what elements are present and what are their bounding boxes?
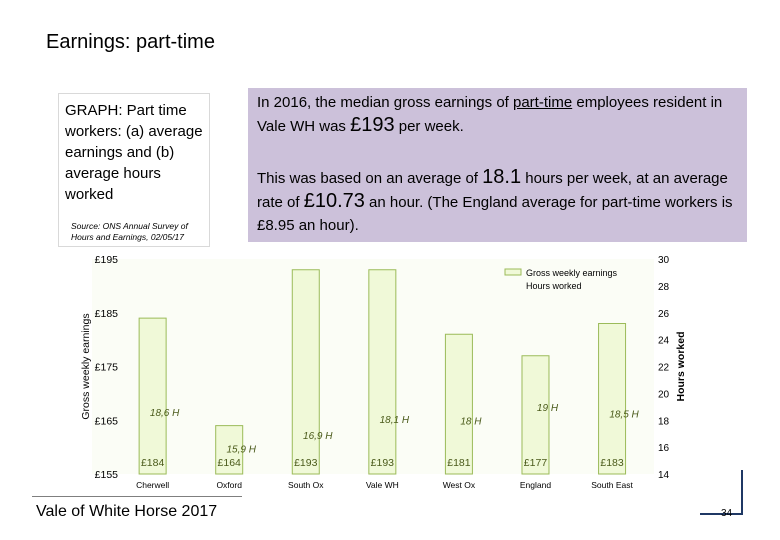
hours-label: 18 H xyxy=(460,416,482,428)
bar xyxy=(445,334,472,474)
y2-tick-label: 22 xyxy=(658,362,670,374)
y2-tick-label: 24 xyxy=(658,335,670,347)
info-text: In 2016, the median gross earnings of xyxy=(257,94,513,111)
info-text: This was based on an average of xyxy=(257,170,483,187)
slide-title: Earnings: part-time xyxy=(46,31,215,53)
hours-label: 18,6 H xyxy=(149,408,180,420)
category-label: South Ox xyxy=(288,480,324,490)
hours-label: 15,9 H xyxy=(226,444,256,456)
hours-label: 18,1 H xyxy=(379,414,410,426)
y2-tick-label: 20 xyxy=(658,389,670,401)
bar-value-label: £193 xyxy=(294,457,318,469)
decorative-bracket xyxy=(741,470,743,513)
earnings-value: £193 xyxy=(350,114,395,136)
y-axis-label: Gross weekly earnings xyxy=(80,313,92,420)
info-text: employees resident in Vale WH was xyxy=(257,94,723,135)
bar xyxy=(599,324,626,475)
legend-swatch-bars xyxy=(505,269,521,275)
y-tick-label: £185 xyxy=(94,307,118,320)
graph-description-box xyxy=(58,93,210,247)
y-tick-label: £165 xyxy=(94,415,118,428)
y2-tick-label: 16 xyxy=(658,443,670,455)
hours-label: 19 H xyxy=(536,402,559,414)
legend-label: Hours worked xyxy=(526,281,582,291)
y2-axis-label: Hours worked xyxy=(675,331,687,402)
category-label: West Ox xyxy=(442,480,476,490)
hours-label: 18,5 H xyxy=(609,409,639,421)
info-text-underlined: part-time xyxy=(513,94,573,111)
bar xyxy=(369,270,396,474)
footer-text: Vale of White Horse 2017 xyxy=(36,503,218,520)
bar xyxy=(139,318,166,474)
bar-value-label: £181 xyxy=(447,457,471,469)
hours-label: 16,9 H xyxy=(303,431,333,443)
page-number: 34 xyxy=(721,508,733,519)
category-label: Oxford xyxy=(216,480,242,490)
info-paragraph-hours xyxy=(257,166,735,237)
bar-value-label: £193 xyxy=(370,457,395,469)
y2-tick-label: 28 xyxy=(658,281,670,293)
bar-value-label: £184 xyxy=(140,457,165,469)
y-tick-label: £175 xyxy=(94,361,118,374)
rate-value: £10.73 xyxy=(303,190,365,212)
hours-value: 18.1 xyxy=(482,166,522,188)
category-label: Vale WH xyxy=(365,480,399,490)
y2-tick-label: 14 xyxy=(658,470,670,481)
info-panel xyxy=(248,88,747,242)
bar-value-label: £177 xyxy=(523,457,548,469)
y2-tick-label: 26 xyxy=(658,308,670,320)
legend-label: Gross weekly earnings xyxy=(526,268,618,278)
bar-value-label: £164 xyxy=(217,457,241,469)
info-text: an hour. (The England average for part-time workers is £8.95 an hour). xyxy=(257,194,733,234)
footer-divider xyxy=(32,496,242,497)
earnings-hours-chart xyxy=(0,246,780,496)
bar-value-label: £183 xyxy=(600,457,624,469)
y2-tick-label: 30 xyxy=(658,255,670,266)
bar xyxy=(292,270,319,474)
info-text: per week. xyxy=(394,118,464,135)
category-label: England xyxy=(519,480,552,490)
category-label: South East xyxy=(591,480,633,490)
y2-tick-label: 18 xyxy=(658,416,670,428)
category-label: Cherwell xyxy=(136,480,170,490)
y-tick-label: £195 xyxy=(94,254,118,266)
info-text: hours per week, at an average rate of xyxy=(257,170,728,211)
info-paragraph-earnings xyxy=(257,91,737,138)
graph-heading: GRAPH: Part time workers: (a) average earnings and (b) average hours worked xyxy=(65,102,203,203)
y-tick-label: £155 xyxy=(94,469,118,481)
graph-source: Source: ONS Annual Survey of Hours and Earnings, 02/05/17 xyxy=(71,221,188,242)
